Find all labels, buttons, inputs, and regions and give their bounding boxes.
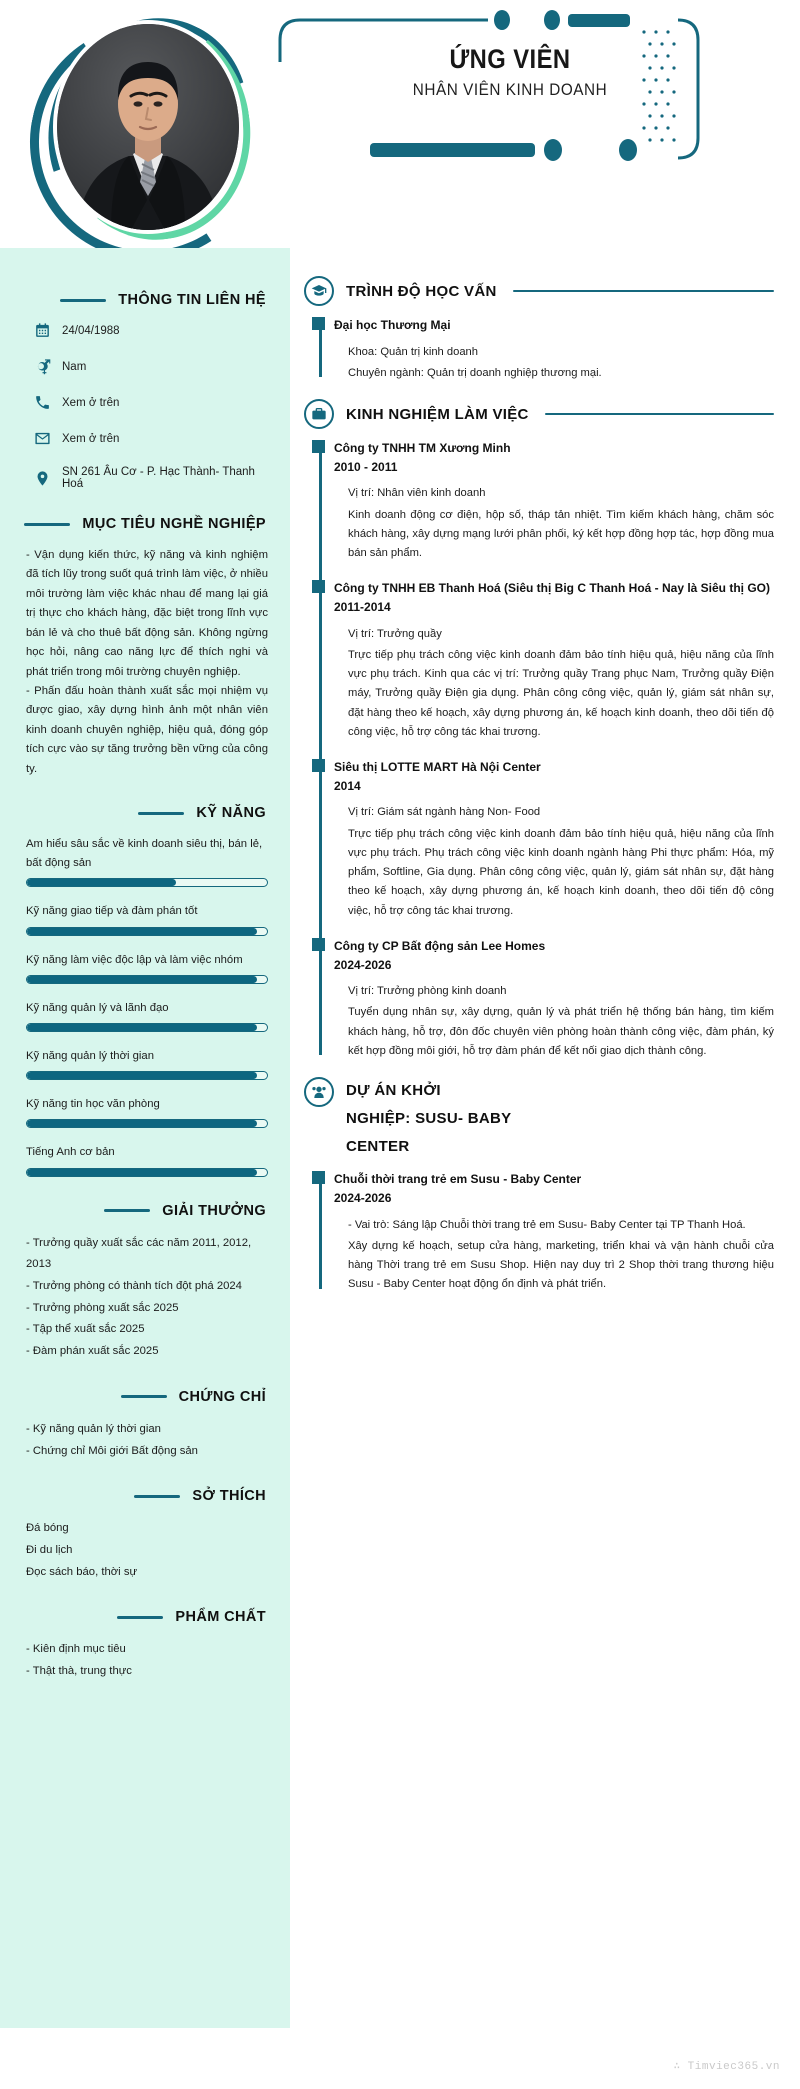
entry-role: Vị trí: Giám sát ngành hàng Non- Food [348,806,541,819]
sidebar-heading-certificates [20,1389,266,1405]
main-content [290,248,800,1351]
main-heading-label [346,1077,511,1160]
sidebar-heading-label: CHỨNG CHỈ [178,1388,266,1405]
skill-label: Kỹ năng làm việc độc lập và làm việc nhóm [26,953,243,966]
contact-item-birthdate [34,322,270,339]
skill-item [26,835,268,887]
entry-description: Tuyển dụng nhân sự, xây dựng, quản lý và phát triển hệ thống bán hàng, tìm kiếm khách hàng, hỗ trợ, đôn đốc chuyên viên phòng hoàn thành công việc, đàm phán, ký kết hợp đồng môi giới, hỗ trợ đàm phán để kết nối giao dịch thành công. [348,1006,774,1057]
avatar [57,24,239,230]
skill-progress-bar [26,1023,268,1032]
list-item: - Trưởng phòng có thành tích đột phá 2024 [26,1280,242,1293]
list-item: - Kiên định mục tiêu [26,1643,126,1656]
skill-progress-fill [27,1169,257,1176]
hobbies-list [26,1518,268,1583]
skill-progress-fill [27,976,257,983]
location-icon [34,470,51,487]
skill-progress-bar [26,927,268,936]
contact-item-email[interactable] [34,430,270,447]
entry-role: Vị trí: Trưởng quầy [348,627,442,640]
sidebar-heading-skills [20,805,266,821]
entry-title: Đại học Thương Mại [334,318,451,332]
timeline-entry [334,937,774,1061]
entry-date: 2024-2026 [334,1191,392,1206]
awards-list [26,1233,268,1363]
skill-label: Kỹ năng tin học văn phòng [26,1098,160,1111]
skill-progress-fill [27,879,176,886]
sidebar-heading-objective [20,516,266,532]
heading-rule [545,413,774,415]
main-heading-education [304,276,774,306]
entry-date: 2011-2014 [334,599,391,614]
heading-rule [24,523,70,526]
brand-watermark: ∴ Timviec365.vn [673,2061,780,2073]
gender-icon [34,358,51,375]
sidebar-heading-label: MỤC TIÊU NGHỀ NGHIỆP [82,516,266,532]
entry-date: 2010 - 2011 [334,459,398,474]
heading-rule [513,290,774,292]
education-timeline [304,316,774,383]
entry-title: Công ty TNHH TM Xương Minh [334,441,511,456]
sidebar-heading-label: KỸ NĂNG [196,805,266,822]
entry-detail: Khoa: Quản trị kinh doanh [348,345,478,358]
list-item: Đọc sách báo, thời sự [26,1565,138,1578]
skill-progress-fill [27,1072,257,1079]
entry-description: Kinh doanh động cơ điện, hộp số, tháp tản nhiệt. Tìm kiếm khách hàng, chăm sóc khách hàng, xây dựng mạng lưới phân phối, ký kết hợp đồng hợp tác, hợp đồng mua bán sản phẩm. [348,508,774,560]
timeline-entry [334,439,774,563]
entry-description: Xây dựng kế hoạch, setup cửa hàng, marketing, triển khai và vận hành chuỗi cửa hàng Thời trang trẻ em Susu Shop. Hiện nay duy trì 2 Shop thời trang thương hiệu Susu - Baby Center hoạt động ổn định và phát triển. [348,1239,774,1291]
contact-value: SN 261 Âu Cơ - P. Hạc Thành- Thanh Hoá [62,466,255,490]
sidebar-heading-awards [20,1203,266,1219]
list-item: - Thật thà, trung thực [26,1664,132,1677]
skill-item [26,1143,268,1176]
qualities-list [26,1639,268,1682]
sidebar-heading-label: PHẨM CHẤT [175,1609,266,1626]
contact-value: Nam [62,360,87,373]
experience-timeline [304,439,774,1061]
skill-item [26,1095,268,1128]
skill-progress-bar [26,1071,268,1080]
heading-rule [138,812,184,815]
contact-item-phone[interactable] [34,394,270,411]
list-item: - Chứng chỉ Môi giới Bất động sản [26,1444,198,1457]
entry-description: Trực tiếp phụ trách công việc kinh doanh đảm bảo tính hiệu quả, hiệu năng của lĩnh vực phụ trách. Kinh qua các vị trí: Trưởng quầy Trang phục Nam, Trưởng quầy Điện máy, Trưởng quầy Điện gia dụng. Phân công công việc, quản lý, giám sát nhân sự, đặt hàng theo kế hoạch, xây dựng phương án, kế hoạch kinh doanh, theo dõi tiến độ công việc, hỗ trợ công tác khai trương. [348,648,774,738]
contact-item-address [34,466,270,490]
entry-role: Vị trí: Nhân viên kinh doanh [348,487,486,500]
list-item: - Trưởng quầy xuất sắc các năm 2011, 2012, 2013 [26,1236,252,1271]
cv-header [0,0,800,248]
skill-label: Kỹ năng giao tiếp và đàm phán tốt [26,905,198,918]
entry-detail: Chuyên ngành: Quản trị doanh nghiệp thương mại. [348,366,602,379]
project-timeline [304,1170,774,1294]
skill-item [26,951,268,984]
sidebar-heading-label: GIẢI THƯỞNG [162,1202,266,1219]
main-heading-experience [304,399,774,429]
main-heading-project [304,1077,774,1160]
skill-progress-bar [26,1119,268,1128]
entry-title: Siêu thị LOTTE MART Hà Nội Center [334,760,541,775]
objective-paragraph: - Phấn đấu hoàn thành xuất sắc mọi nhiệm vụ được giao, xây dựng hình ảnh một nhân viên kinh doanh chuyên nghiệp, hiệu quả, đóng góp tích cực vào sự tăng trưởng bền vững của công ty. [26,684,268,775]
page-title: ỨNG VIÊN [449,44,571,74]
sidebar-heading-label: THÔNG TIN LIÊN HỆ [118,292,266,308]
entry-role: Vị trí: Trưởng phòng kinh doanh [348,985,507,998]
skills-list [20,835,270,1177]
candidate-role: NHÂN VIÊN KINH DOANH [412,80,608,100]
briefcase-icon [304,399,334,429]
heading-rule [121,1395,167,1398]
skill-label: Tiếng Anh cơ bản [26,1146,115,1159]
cv-body [0,248,800,2028]
entry-title: Công ty TNHH EB Thanh Hoá (Siêu thị Big C Thanh Hoá - Nay là Siêu thị GO) [334,581,771,596]
entry-description: Trực tiếp phụ trách công việc kinh doanh đảm bảo tính hiệu quả, hiệu năng của lĩnh vực phụ trách. Phụ trách công việc kinh doanh ngành hàng Phi thực phẩm: Hóa, mỹ phẩm, Softline, Gia dụng. Phân công công việc, quản lý, giám sát nhân sự, đặt hàng theo kế hoạch, xây dựng phương án, kế hoạch kinh doanh, theo dõi tiến độ công việc, hỗ trợ công tác khai trương. [348,827,774,917]
list-item: - Kỹ năng quản lý thời gian [26,1422,161,1435]
project-heading-line: NGHIỆP: SUSU- BABY [346,1109,512,1127]
profile-photo-frame [24,10,274,260]
certificates-list [26,1419,268,1462]
contact-item-gender [34,358,270,375]
sidebar-heading-hobbies [20,1488,266,1504]
people-icon [304,1077,334,1107]
entry-date: 2014 [334,778,361,793]
skill-item [26,902,268,935]
timeline-entry [334,1170,774,1294]
skill-progress-fill [27,1024,257,1031]
list-item: - Tập thể xuất sắc 2025 [26,1323,145,1336]
skill-progress-fill [27,1120,257,1127]
skill-label: Am hiểu sâu sắc về kinh doanh siêu thị, bán lẻ, bất động sản [26,838,263,870]
phone-icon [34,394,51,411]
list-item: - Trưởng phòng xuất sắc 2025 [26,1301,179,1314]
main-heading-label: KINH NGHIỆM LÀM VIỆC [346,405,529,423]
entry-title: Công ty CP Bất động sản Lee Homes [334,938,546,953]
list-item: Đá bóng [26,1522,69,1535]
header-title-block [300,44,720,100]
skill-label: Kỹ năng quản lý và lãnh đạo [26,1001,169,1014]
entry-role: - Vai trò: Sáng lập Chuỗi thời trang trẻ em Susu- Baby Center tại TP Thanh Hoá. [348,1218,746,1231]
sidebar-heading-label: SỞ THÍCH [192,1488,266,1505]
list-item: - Đàm phán xuất sắc 2025 [26,1345,159,1358]
graduation-cap-icon [304,276,334,306]
calendar-icon [34,322,51,339]
contact-value: 24/04/1988 [62,324,120,337]
skill-progress-bar [26,975,268,984]
skill-progress-bar [26,878,268,887]
entry-title: Chuỗi thời trang trẻ em Susu - Baby Center [334,1172,582,1187]
skill-label: Kỹ năng quản lý thời gian [26,1050,154,1063]
list-item: Đi du lịch [26,1543,73,1556]
skill-progress-bar [26,1168,268,1177]
project-heading-line: CENTER [346,1137,410,1155]
skill-item [26,1047,268,1080]
email-icon [34,430,51,447]
project-heading-line: DỰ ÁN KHỞI [346,1082,441,1100]
skill-item [26,999,268,1032]
skill-progress-fill [27,928,257,935]
timeline-entry [334,758,774,921]
heading-rule [117,1616,163,1619]
heading-rule [60,299,106,302]
sidebar [0,248,290,2028]
objective-paragraph: - Vận dụng kiến thức, kỹ năng và kinh nghiệm đã tích lũy trong suốt quá trình làm việc, ở nhiều môi trường làm việc khác nhau để mang lại giá trị thực cho khách hàng, đặc biệt trong lĩnh vực bán lẻ và cho thuê bất động sản. Không ngừng học hỏi, nâng cao năng lực để thích nghi và phát triển trong môi trường chuyên nghiệp. [26,549,268,678]
entry-date: 2024-2026 [334,957,392,972]
main-heading-label: TRÌNH ĐỘ HỌC VẤN [346,282,497,300]
timeline-entry [334,316,774,383]
sidebar-heading-contact [20,292,266,308]
sidebar-heading-qualities [20,1609,266,1625]
contact-value: Xem ở trên [62,396,120,409]
heading-rule [134,1495,180,1498]
contact-value: Xem ở trên [62,432,120,445]
heading-rule [104,1209,150,1212]
timeline-entry [334,579,774,742]
